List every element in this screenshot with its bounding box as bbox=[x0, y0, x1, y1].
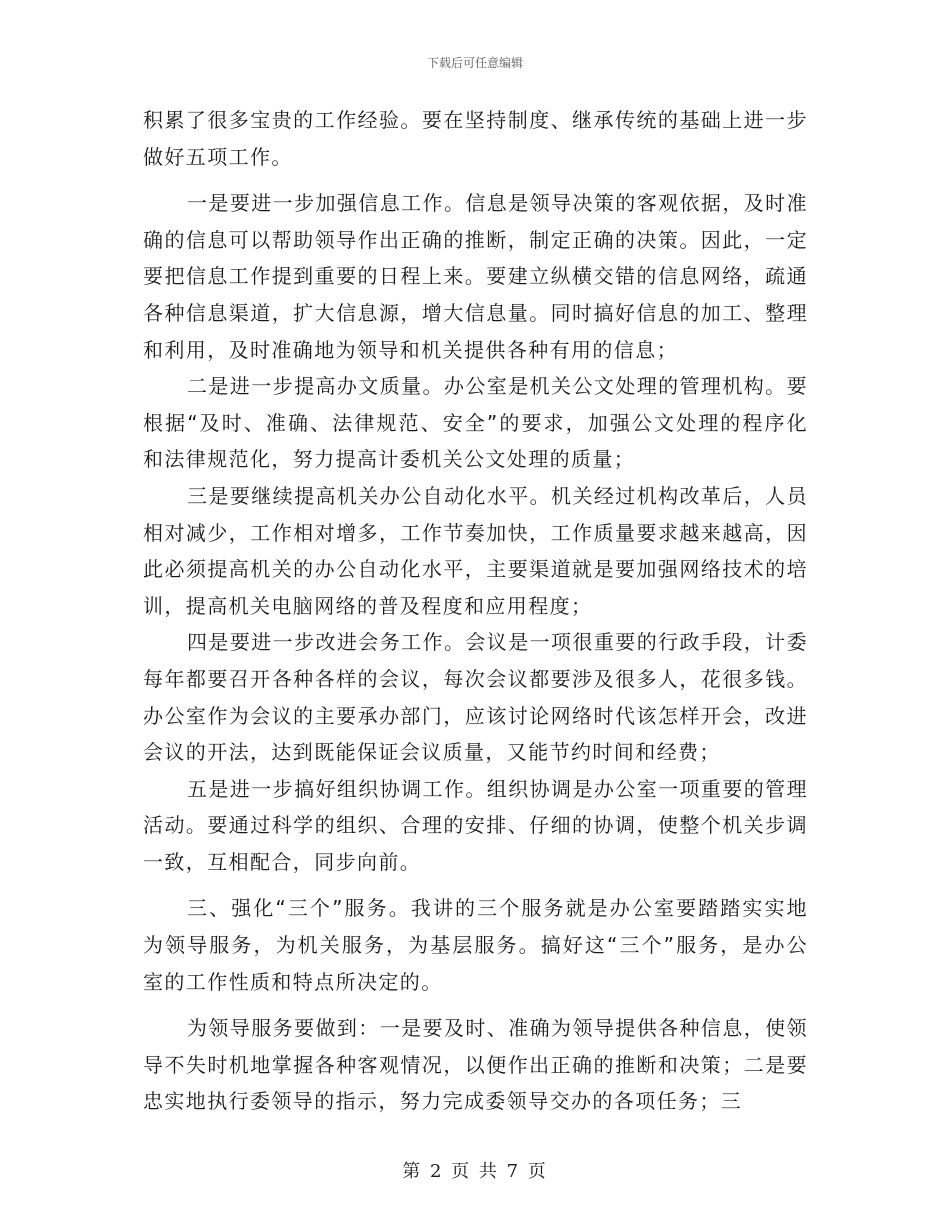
header-note: 下载后可任意编辑 bbox=[426, 56, 523, 70]
paragraph-leader-service: 为领导服务要做到：一是要及时、准确为领导提供各种信息，使领导不失时机地掌握各种客观情况，以便作出正确的推断和决策；二是要忠实地执行委领导的指示，努力完成委领导交办的各项任务；三 bbox=[143, 1016, 808, 1114]
paragraph-item-1: 一是要进一步加强信息工作。信息是领导决策的客观依据，及时准确的信息可以帮助领导作出正确的推断，制定正确的决策。因此，一定要把信息工作提到重要的日程上来。要建立纵横交错的信息网络，疏通各种信息渠道，扩大信息源，增大信息量。同时搞好信息的加工、整理和利用，及时准确地为领导和机关提供各种有用的信息； bbox=[143, 191, 808, 362]
document-body bbox=[143, 102, 808, 1120]
page-number: 第 2 页 共 7 页 bbox=[402, 1161, 548, 1182]
paragraph-section-three: 三、强化“三个”服务。我讲的三个服务就是办公室要踏踏实实地为领导服务，为机关服务，为基层服务。搞好这“三个”服务，是办公室的工作性质和特点所决定的。 bbox=[143, 896, 808, 994]
paragraph-item-5: 五是进一步搞好组织协调工作。组织协调是办公室一项重要的管理活动。要通过科学的组织、合理的安排、仔细的协调，使整个机关步调一致，互相配合，同步向前。 bbox=[143, 776, 808, 874]
paragraph-item-4: 四是要进一步改进会务工作。会议是一项很重要的行政手段，计委每年都要召开各种各样的会议，每次会议都要涉及很多人，花很多钱。办公室作为会议的主要承办部门，应该讨论网络时代该怎样开会，改进会议的开法，达到既能保证会议质量，又能节约时间和经费； bbox=[143, 630, 808, 765]
paragraph-continuation: 积累了很多宝贵的工作经验。要在坚持制度、继承传统的基础上进一步做好五项工作。 bbox=[143, 108, 808, 169]
paragraph-item-2: 二是进一步提高办文质量。办公室是机关公文处理的管理机构。要根据“及时、准确、法律规范、安全”的要求，加强公文处理的程序化和法律规范化，努力提高计委机关公文处理的质量； bbox=[143, 374, 808, 472]
paragraph-item-3: 三是要继续提高机关办公自动化水平。机关经过机构改革后，人员相对减少，工作相对增多，工作节奏加快，工作质量要求越来越高，因此必须提高机关的办公自动化水平，主要渠道就是要加强网络技术的培训，提高机关电脑网络的普及程度和应用程度； bbox=[143, 483, 808, 618]
